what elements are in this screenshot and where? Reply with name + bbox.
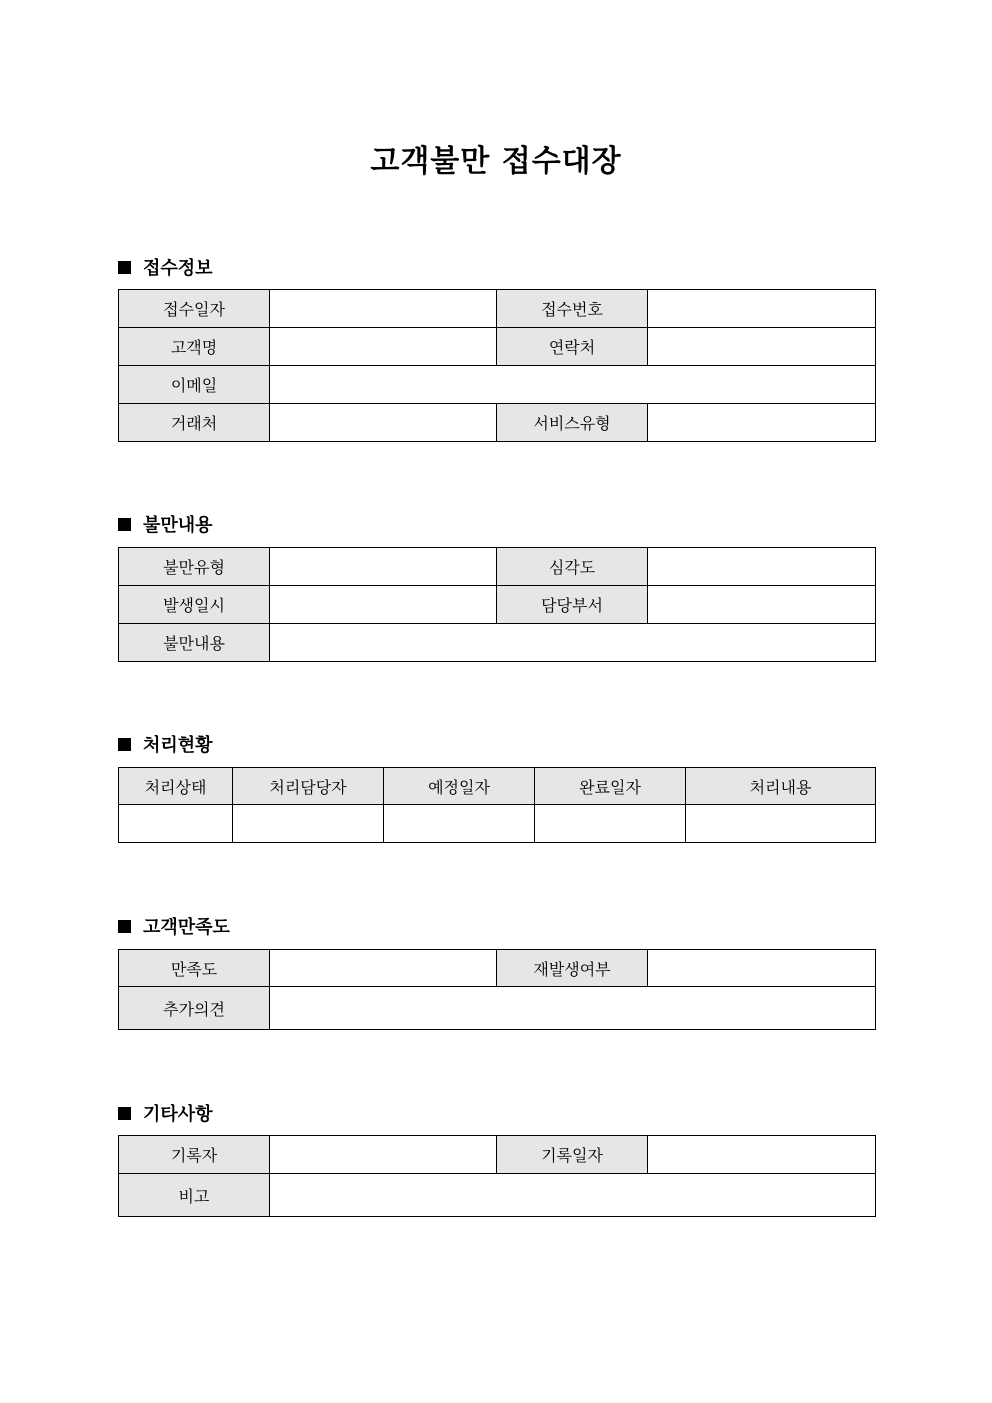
section-heading-satisfaction [118,913,230,939]
occurred-at-field[interactable] [270,586,497,624]
section-heading-label: 기타사항 [143,1104,213,1125]
client-label: 거래처 [119,404,270,442]
receipt-no-field[interactable] [648,290,876,328]
satisfaction-label: 만족도 [119,950,270,987]
processing-status-header: 처리상태 [119,768,233,805]
remarks-field[interactable] [270,1174,876,1217]
receipt-date-field[interactable] [270,290,497,328]
email-label: 이메일 [119,366,270,404]
scheduled-date-field[interactable] [384,805,535,843]
receipt-date-label: 접수일자 [119,290,270,328]
processing-status-field[interactable] [119,805,233,843]
service-type-label: 서비스유형 [497,404,648,442]
department-field[interactable] [648,586,876,624]
complaint-details-field[interactable] [270,624,876,662]
recurrence-field[interactable] [648,950,876,987]
completion-date-field[interactable] [535,805,686,843]
recurrence-label: 재발생여부 [497,950,648,987]
complaint-table [118,547,876,662]
section-heading-label: 불만내용 [143,515,213,536]
scheduled-date-header: 예정일자 [384,768,535,805]
recorder-label: 기록자 [119,1136,270,1174]
section-heading-complaint [118,511,213,537]
complaint-type-field[interactable] [270,548,497,586]
page-title: 고객불만 접수대장 [370,144,622,179]
satisfaction-table [118,949,876,1030]
other-table [118,1135,876,1217]
client-field[interactable] [270,404,497,442]
recorder-field[interactable] [270,1136,497,1174]
processing-manager-header: 처리담당자 [233,768,384,805]
completion-date-header: 완료일자 [535,768,686,805]
complaint-type-label: 불만유형 [119,548,270,586]
severity-field[interactable] [648,548,876,586]
section-heading-label: 접수정보 [143,258,213,279]
section-heading-label: 고객만족도 [143,917,230,938]
severity-label: 심각도 [497,548,648,586]
additional-opinion-label: 추가의견 [119,987,270,1030]
record-date-label: 기록일자 [497,1136,648,1174]
processing-details-header: 처리내용 [686,768,876,805]
section-heading-label: 처리현황 [143,735,213,756]
square-bullet-icon [118,738,131,751]
complaint-details-label: 불만내용 [119,624,270,662]
reception-table [118,289,876,442]
square-bullet-icon [118,920,131,933]
contact-label: 연락처 [497,328,648,366]
email-field[interactable] [270,366,876,404]
section-heading-reception [118,254,213,280]
customer-name-label: 고객명 [119,328,270,366]
section-heading-processing [118,731,213,757]
processing-table [118,767,876,843]
additional-opinion-field[interactable] [270,987,876,1030]
receipt-no-label: 접수번호 [497,290,648,328]
occurred-at-label: 발생일시 [119,586,270,624]
contact-field[interactable] [648,328,876,366]
satisfaction-field[interactable] [270,950,497,987]
processing-manager-field[interactable] [233,805,384,843]
record-date-field[interactable] [648,1136,876,1174]
section-heading-other [118,1100,213,1126]
square-bullet-icon [118,518,131,531]
remarks-label: 비고 [119,1174,270,1217]
service-type-field[interactable] [648,404,876,442]
department-label: 담당부서 [497,586,648,624]
customer-name-field[interactable] [270,328,497,366]
processing-details-field[interactable] [686,805,876,843]
square-bullet-icon [118,1107,131,1120]
square-bullet-icon [118,261,131,274]
